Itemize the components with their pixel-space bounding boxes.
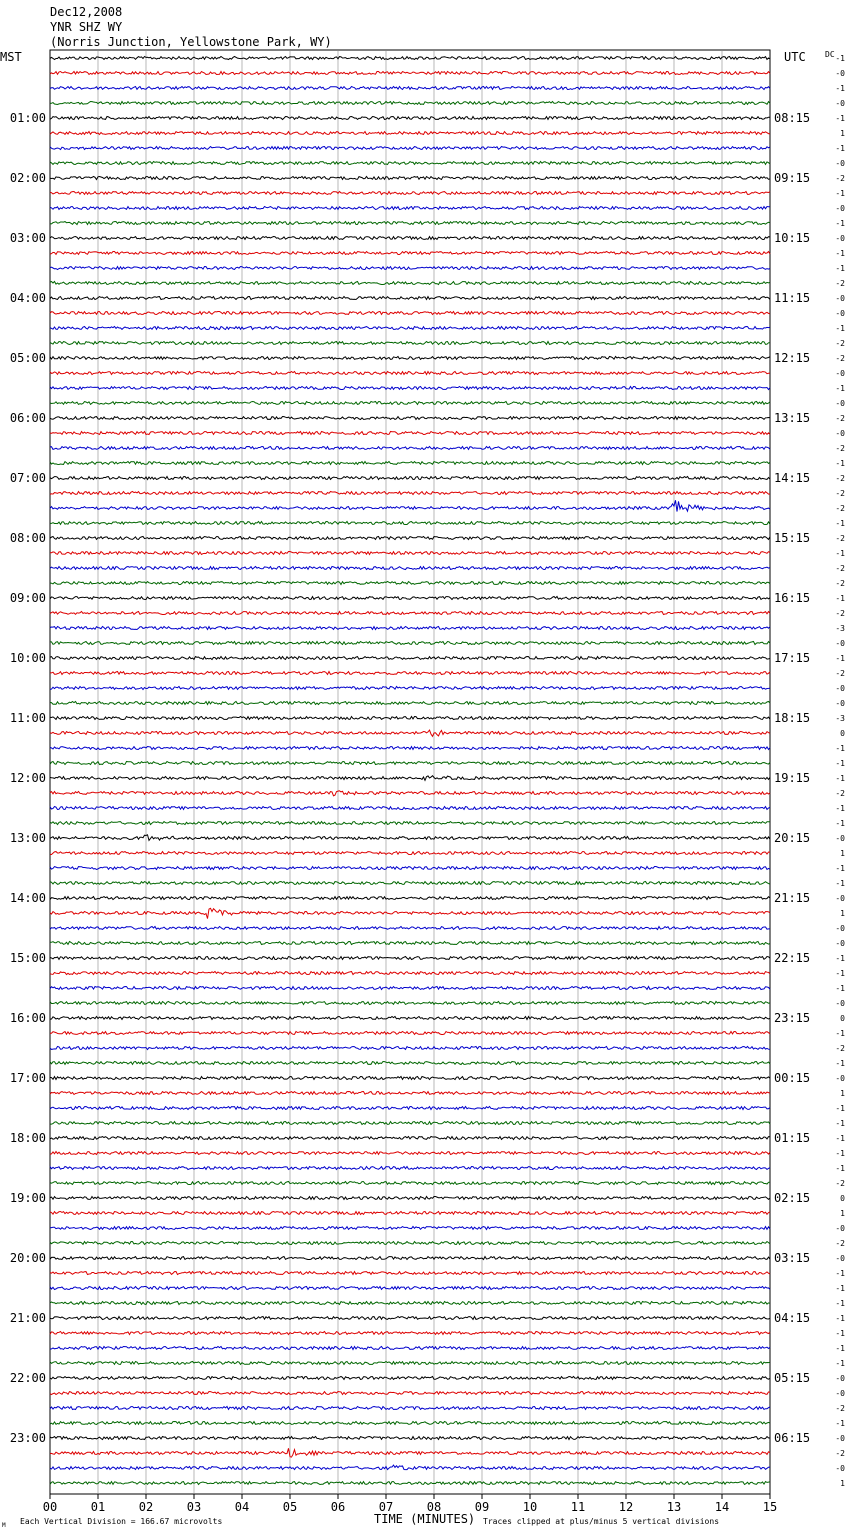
utc-hour-label: 23:15 [774,1011,811,1025]
dc-offset-label: -3 [835,624,845,633]
scale-note: Each Vertical Division = 166.67 microvolts [20,1517,223,1526]
utc-hour-label: 18:15 [774,711,811,725]
trace-line [50,1137,770,1140]
dc-offset-label: -1 [835,54,845,63]
trace-line [50,867,770,870]
x-tick-label: 07 [378,1500,394,1514]
dc-offset-label: 1 [840,909,845,918]
trace-line [50,1362,770,1365]
utc-hour-label: 11:15 [774,291,811,305]
dc-offset-label: -1 [835,819,845,828]
trace-line [50,852,770,855]
trace-line [50,791,770,796]
utc-hour-label: 00:15 [774,1071,811,1085]
trace-line [50,312,770,315]
mst-hour-label: 19:00 [9,1191,46,1205]
dc-offset-label: -1 [835,774,845,783]
x-tick-label: 11 [570,1500,586,1514]
x-tick-label: 09 [474,1500,490,1514]
trace-line [50,132,770,135]
dc-offset-label: -0 [835,204,845,213]
x-tick-label: 08 [426,1500,442,1514]
mst-hour-label: 15:00 [9,951,46,965]
trace-line [50,642,770,645]
dc-offset-label: -2 [835,564,845,573]
utc-hour-label: 10:15 [774,231,811,245]
dc-offset-label: -1 [835,384,845,393]
x-tick-label: 12 [618,1500,634,1514]
dc-offset-label: 1 [840,1089,845,1098]
utc-hour-labels [774,111,810,1445]
dc-offset-label: -0 [835,309,845,318]
trace-line [50,1465,770,1470]
trace-line [50,1047,770,1050]
utc-hour-label: 12:15 [774,351,811,365]
trace-line [50,1422,770,1425]
trace-line [50,1392,770,1395]
trace-line [50,1302,770,1305]
trace-line [50,627,770,630]
mst-hour-label: 01:00 [9,111,46,125]
dc-offset-label: -2 [835,609,845,618]
trace-line [50,1287,770,1290]
dc-offset-label: -1 [835,954,845,963]
trace-line [50,1002,770,1005]
dc-offset-label: -2 [835,474,845,483]
dc-offset-label: -1 [835,744,845,753]
mst-hour-labels [10,111,46,1445]
trace-line [50,1448,770,1457]
trace-line [50,102,770,105]
dc-offset-label: -1 [835,1134,845,1143]
dc-offset-label: 0 [840,1194,845,1203]
trace-line [50,252,770,255]
trace-line [50,500,770,511]
x-tick-label: 00 [42,1500,58,1514]
dc-offset-label: -0 [835,399,845,408]
mst-hour-label: 07:00 [9,471,46,485]
trace-line [50,972,770,975]
dc-offset-label: -1 [835,759,845,768]
utc-hour-label: 02:15 [774,1191,811,1205]
dc-offset-label: -2 [835,414,845,423]
trace-line [50,57,770,60]
corner-mark: M [2,1522,6,1529]
trace-line [50,1317,770,1320]
trace-line [50,776,770,781]
trace-line [50,687,770,690]
dc-offset-label: -2 [835,789,845,798]
trace-line [50,897,770,900]
right-timezone-label: UTC [784,50,806,64]
dc-offset-label: -2 [835,1179,845,1188]
utc-hour-label: 01:15 [774,1131,811,1145]
trace-line [50,612,770,615]
dc-offset-label: -1 [835,1314,845,1323]
mst-hour-label: 14:00 [9,891,46,905]
dc-offset-label: -2 [835,1044,845,1053]
dc-offset-labels [835,54,845,1488]
dc-offset-label: -0 [835,294,845,303]
trace-line [50,1107,770,1110]
trace-line [50,117,770,120]
trace-line [50,417,770,420]
x-tick-label: 02 [138,1500,154,1514]
mst-hour-label: 03:00 [9,231,46,245]
utc-hour-label: 15:15 [774,531,811,545]
dc-offset-label: -0 [835,1074,845,1083]
trace-line [50,327,770,330]
dc-offset-label: -0 [835,939,845,948]
trace-line [50,1167,770,1170]
trace-line [50,1272,770,1275]
dc-offset-label: -2 [835,579,845,588]
dc-offset-label: -2 [835,174,845,183]
dc-offset-label: -2 [835,279,845,288]
dc-offset-label: -1 [835,219,845,228]
trace-line [50,237,770,240]
dc-offset-label: -1 [835,144,845,153]
x-tick-label: 10 [522,1500,538,1514]
trace-line [50,597,770,600]
trace-line [50,297,770,300]
dc-offset-label: -1 [835,1344,845,1353]
dc-offset-label: -0 [835,1374,845,1383]
dc-offset-label: -1 [835,1119,845,1128]
utc-hour-label: 04:15 [774,1311,811,1325]
dc-offset-label: -0 [835,999,845,1008]
trace-line [50,462,770,465]
trace-line [50,282,770,285]
trace-line [50,492,770,495]
trace-line [50,807,770,810]
dc-offset-label: -1 [835,84,845,93]
dc-offset-label: -3 [835,714,845,723]
trace-line [50,1332,770,1335]
dc-offset-label: -0 [835,1434,845,1443]
trace-line [50,177,770,180]
dc-offset-label: -2 [835,489,845,498]
trace-line [50,207,770,210]
dc-offset-label: -2 [835,339,845,348]
x-tick-label: 13 [666,1500,682,1514]
trace-line [50,372,770,375]
trace-line [50,567,770,570]
x-axis-title: TIME (MINUTES) [374,1512,476,1526]
trace-line [50,87,770,90]
mst-hour-label: 06:00 [9,411,46,425]
trace-line [50,1092,770,1095]
mst-hour-label: 17:00 [9,1071,46,1085]
trace-line [50,1242,770,1245]
mst-hour-label: 23:00 [9,1431,46,1445]
dc-offset-label: -1 [835,324,845,333]
x-tick-label: 15 [762,1500,778,1514]
x-tick-label: 04 [234,1500,250,1514]
x-tick-label: 03 [186,1500,202,1514]
trace-line [50,477,770,480]
utc-hour-label: 09:15 [774,171,811,185]
dc-offset-label: -0 [835,69,845,78]
dc-offset-label: -1 [835,264,845,273]
trace-line [50,1347,770,1350]
mst-hour-label: 21:00 [9,1311,46,1325]
mst-hour-label: 09:00 [9,591,46,605]
trace-line [50,162,770,165]
trace-line [50,730,770,736]
dc-offset-label: -1 [835,984,845,993]
trace-line [50,835,770,841]
dc-offset-label: -0 [835,684,845,693]
trace-line [50,387,770,390]
utc-hour-label: 20:15 [774,831,811,845]
dc-offset-label: -2 [835,1449,845,1458]
date-label: Dec12,2008 [50,5,123,19]
dc-offset-label: -1 [835,1419,845,1428]
dc-offset-label: -2 [835,444,845,453]
trace-line [50,957,770,960]
utc-hour-label: 06:15 [774,1431,811,1445]
dc-offset-label: -1 [835,249,845,258]
trace-line [50,72,770,75]
dc-offset-label: -0 [835,429,845,438]
trace-line [50,987,770,990]
dc-offset-label: -1 [835,519,845,528]
trace-line [50,432,770,435]
dc-offset-label: -1 [835,114,845,123]
trace-line [50,1182,770,1185]
mst-hour-label: 05:00 [9,351,46,365]
dc-offset-label: -0 [835,834,845,843]
dc-offset-label: -1 [835,864,845,873]
mst-hour-label: 18:00 [9,1131,46,1145]
dc-offset-label: -0 [835,369,845,378]
trace-line [50,342,770,345]
dc-offset-label: -2 [835,1404,845,1413]
x-tick-label: 14 [714,1500,730,1514]
dc-offset-label: -2 [835,1239,845,1248]
dc-offset-label: -0 [835,159,845,168]
dc-offset-label: -1 [835,1329,845,1338]
dc-offset-label: -0 [835,639,845,648]
trace-line [50,1407,770,1410]
trace-line [50,747,770,750]
trace-line [50,822,770,825]
dc-label: DC [825,50,835,59]
dc-offset-label: 1 [840,1479,845,1488]
mst-hour-label: 16:00 [9,1011,46,1025]
mst-hour-label: 13:00 [9,831,46,845]
trace-line [50,192,770,195]
trace-line [50,357,770,360]
dc-offset-label: -0 [835,894,845,903]
mst-hour-label: 10:00 [9,651,46,665]
dc-offset-label: -0 [835,1224,845,1233]
dc-offset-label: -2 [835,504,845,513]
utc-hour-label: 19:15 [774,771,811,785]
trace-line [50,717,770,720]
trace-line [50,1017,770,1020]
dc-offset-label: -1 [835,1104,845,1113]
mst-hour-label: 08:00 [9,531,46,545]
mst-hour-label: 11:00 [9,711,46,725]
dc-offset-label: -1 [835,654,845,663]
dc-offset-label: -1 [835,1269,845,1278]
dc-offset-label: -2 [835,534,845,543]
trace-line [50,537,770,540]
x-tick-label: 01 [90,1500,106,1514]
trace-line [50,1062,770,1065]
utc-hour-label: 14:15 [774,471,811,485]
trace-line [50,1257,770,1260]
dc-offset-label: 1 [840,849,845,858]
trace-line [50,657,770,660]
dc-offset-label: -0 [835,1389,845,1398]
dc-offset-label: -1 [835,804,845,813]
dc-offset-label: -1 [835,459,845,468]
trace-line [50,222,770,225]
left-timezone-label: MST [0,50,22,64]
dc-offset-label: -0 [835,99,845,108]
dc-offset-label: -2 [835,669,845,678]
trace-line [50,1377,770,1380]
trace-line [50,702,770,705]
dc-offset-label: -1 [835,1299,845,1308]
dc-offset-label: -2 [835,354,845,363]
trace-line [50,267,770,270]
dc-offset-label: -1 [835,549,845,558]
trace-line [50,762,770,765]
x-tick-label: 06 [330,1500,346,1514]
trace-line [50,1482,770,1485]
utc-hour-label: 21:15 [774,891,811,905]
dc-offset-label: -1 [835,1164,845,1173]
trace-line [50,1077,770,1080]
dc-offset-label: 0 [840,729,845,738]
mst-hour-label: 02:00 [9,171,46,185]
dc-offset-label: -0 [835,699,845,708]
dc-offset-label: -0 [835,924,845,933]
dc-offset-label: 1 [840,129,845,138]
utc-hour-label: 13:15 [774,411,811,425]
seismic-traces [50,57,770,1485]
trace-line [50,927,770,930]
dc-offset-label: -1 [835,1359,845,1368]
trace-line [50,147,770,150]
x-axis [43,1494,777,1514]
trace-line [50,1032,770,1035]
trace-line [50,942,770,945]
dc-offset-label: 1 [840,1209,845,1218]
utc-hour-label: 05:15 [774,1371,811,1385]
trace-line [50,1437,770,1440]
dc-offset-label: -1 [835,969,845,978]
dc-offset-label: -0 [835,1464,845,1473]
utc-hour-label: 17:15 [774,651,811,665]
trace-line [50,1152,770,1155]
trace-line [50,1212,770,1215]
dc-offset-label: -1 [835,594,845,603]
utc-hour-label: 08:15 [774,111,811,125]
trace-line [50,672,770,675]
location-label: (Norris Junction, Yellowstone Park, WY) [50,35,332,49]
trace-line [50,582,770,585]
trace-line [50,1122,770,1125]
dc-offset-label: -0 [835,1254,845,1263]
trace-line [50,522,770,525]
trace-line [50,402,770,405]
trace-line [50,1227,770,1230]
trace-line [50,908,770,918]
mst-hour-label: 12:00 [9,771,46,785]
mst-hour-label: 20:00 [9,1251,46,1265]
trace-line [50,447,770,450]
mst-hour-label: 04:00 [9,291,46,305]
trace-line [50,882,770,885]
utc-hour-label: 16:15 [774,591,811,605]
utc-hour-label: 03:15 [774,1251,811,1265]
trace-line [50,1197,770,1200]
trace-line [50,552,770,555]
clip-note: Traces clipped at plus/minus 5 vertical divisions [483,1517,720,1526]
dc-offset-label: -1 [835,1029,845,1038]
dc-offset-label: -1 [835,1059,845,1068]
station-label: YNR SHZ WY [50,20,123,34]
mst-hour-label: 22:00 [9,1371,46,1385]
x-tick-label: 05 [282,1500,298,1514]
dc-offset-label: -0 [835,234,845,243]
utc-hour-label: 22:15 [774,951,811,965]
dc-offset-label: -1 [835,1284,845,1293]
dc-offset-label: 0 [840,1014,845,1023]
dc-offset-label: -1 [835,189,845,198]
dc-offset-label: -1 [835,1149,845,1158]
dc-offset-label: -1 [835,879,845,888]
